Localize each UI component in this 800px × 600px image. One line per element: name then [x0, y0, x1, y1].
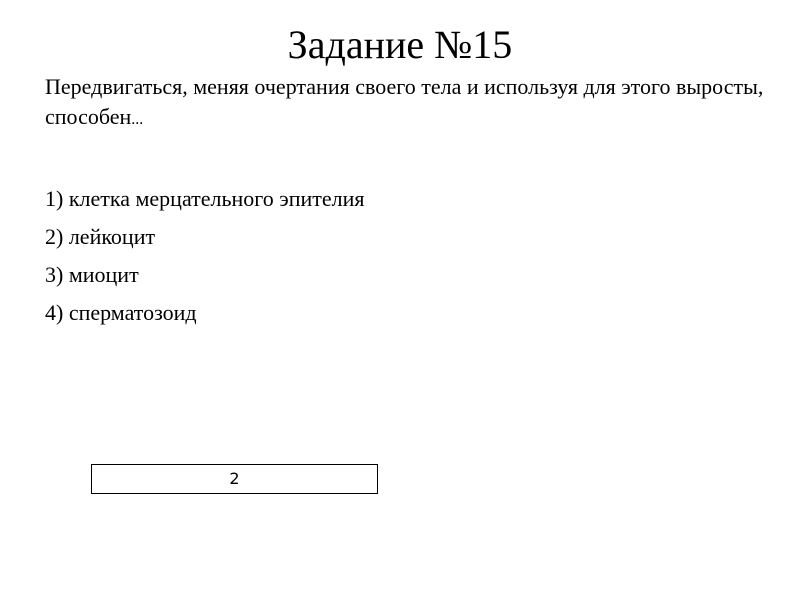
question-ellipsis: ...	[131, 111, 144, 128]
answer-options-list	[45, 180, 365, 332]
answer-option-3: 3) миоцит	[45, 262, 139, 287]
answer-value: 2	[229, 469, 240, 488]
answer-option-2: 2) лейкоцит	[45, 224, 156, 249]
question-text	[45, 72, 765, 135]
answer-option-4: 4) сперматозоид	[45, 300, 197, 325]
question-body: Передвигаться, меняя очертания своего тела и используя для этого выросты, способен	[45, 74, 764, 129]
answer-option-1: 1) клетка мерцательного эпителия	[45, 186, 365, 211]
slide-title: Задание №15	[287, 22, 513, 67]
answer-box	[91, 464, 378, 494]
